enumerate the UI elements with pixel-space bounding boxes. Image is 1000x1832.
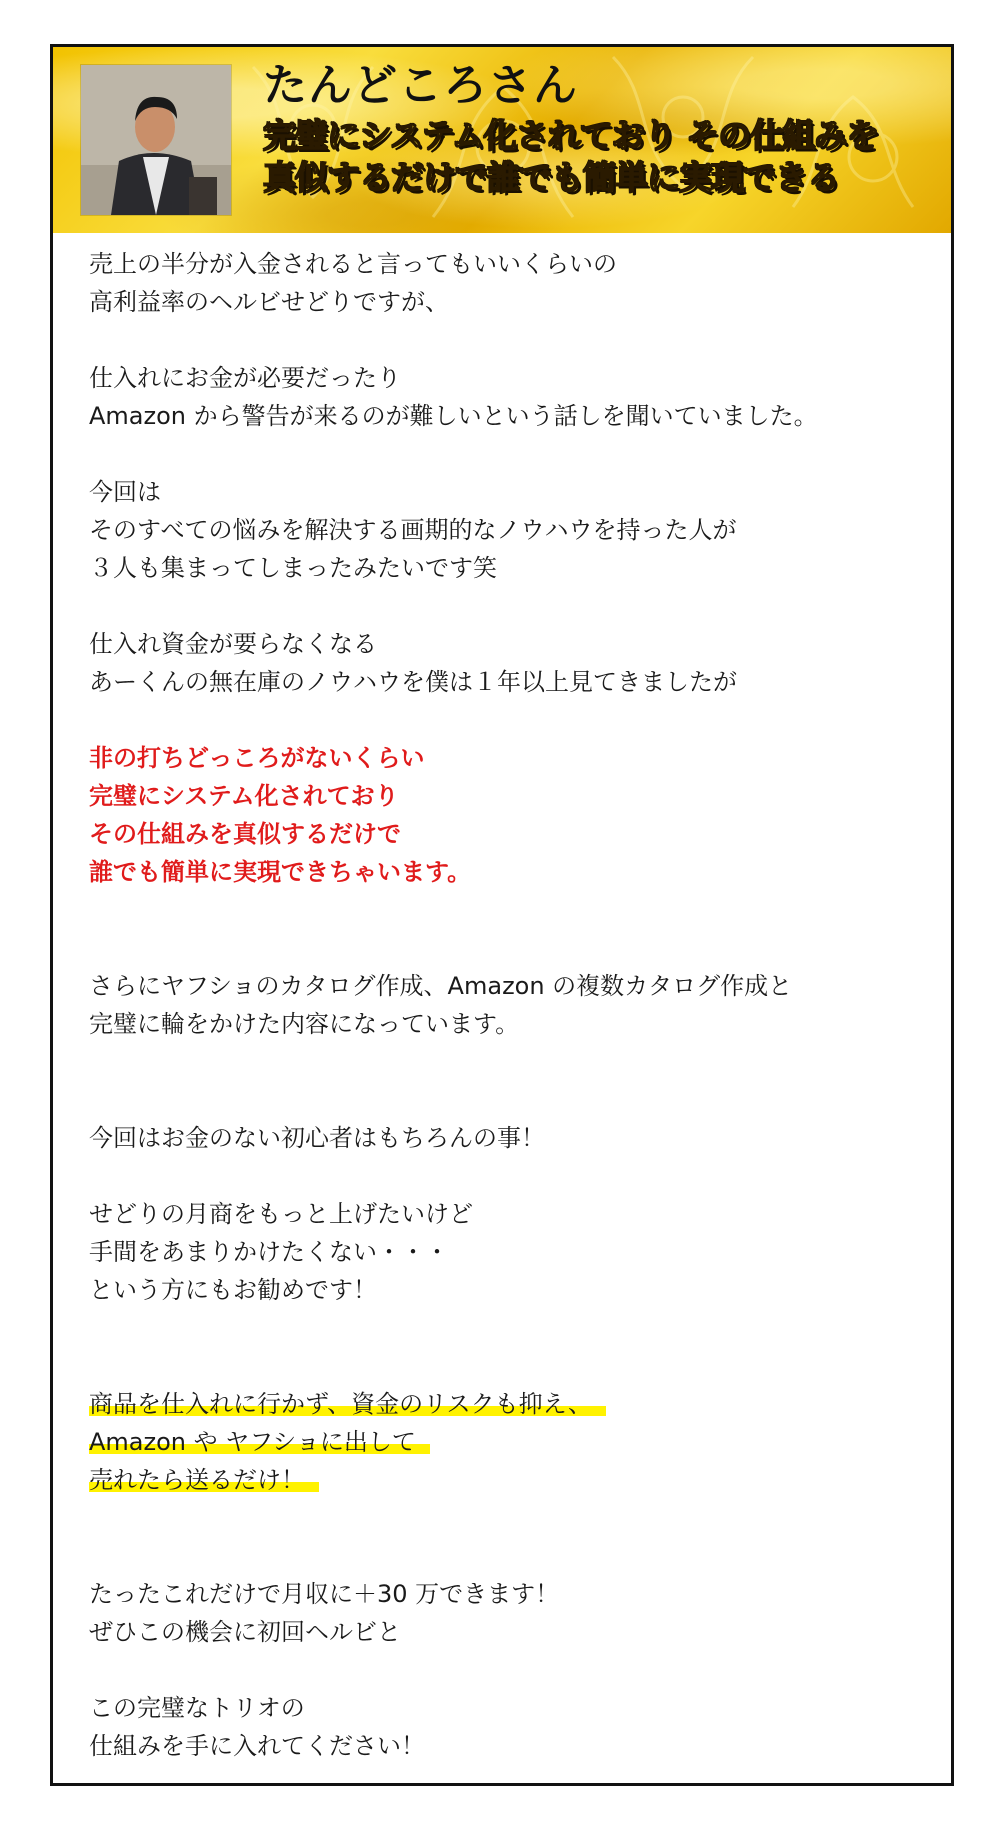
text-line: たったこれだけで月収に＋30 万できます！ [89,1580,560,1608]
paragraph-beginners [89,1119,915,1157]
red-text-line: 非の打ちどっころがないくらい [89,744,425,772]
highlight-line-wrap [89,1461,915,1499]
text-line: 仕組みを手に入れてください！ [89,1732,425,1760]
text-line: という方にもお勧めです！ [89,1276,377,1304]
paragraph-recommend [89,1195,915,1309]
speaker-photo [81,65,231,215]
article-body [53,233,951,1765]
red-text-line: その仕組みを真似するだけで [89,820,401,848]
content-card [50,44,954,1786]
text-line: 今回はお金のない初心者はもちろんの事！ [89,1124,545,1152]
text-line: 手間をあまりかけたくない・・・ [89,1238,449,1266]
text-line: あーくんの無在庫のノウハウを僕は１年以上見てきましたが [89,668,737,696]
header-text [263,57,943,199]
highlighted-text: 商品を仕入れに行かず、資金のリスクも抑え、 [89,1390,606,1418]
paragraph-no-inventory [89,625,915,701]
text-line: ３人も集まってしまったみたいです笑 [89,554,497,582]
headline-line-2: 真似するだけで誰でも簡単に実現できる [263,158,839,197]
person-photo-icon [81,65,231,215]
paragraph-this-time [89,473,915,587]
speaker-name: たんどころさん [263,60,578,111]
paragraph-emphasis-red [89,739,915,891]
text-line: さらにヤフショのカタログ作成、Amazon の複数カタログ作成と [89,972,793,1000]
highlight-line-wrap [89,1385,915,1423]
text-line: この完璧なトリオの [89,1694,305,1722]
speaker-header [53,47,951,233]
text-line: 仕入れにお金が必要だったり [89,364,401,392]
highlighted-text: 売れたら送るだけ！ [89,1466,319,1494]
headline-line-1: 完璧にシステム化されており その仕組みを [263,116,879,155]
paragraph-problem [89,359,915,435]
paragraph-highlight [89,1385,915,1499]
text-line: Amazon から警告が来るのが難しいという話しを聞いていました。 [89,402,818,430]
highlight-line-wrap [89,1423,915,1461]
text-line: せどりの月商をもっと上げたいけど [89,1200,473,1228]
paragraph-closing [89,1689,915,1765]
text-line: 仕入れ資金が要らなくなる [89,630,377,658]
text-line: 今回は [89,478,161,506]
red-text-line: 誰でも簡単に実現できちゃいます。 [89,858,472,886]
paragraph-catalog [89,967,915,1043]
text-line: 完璧に輪をかけた内容になっています。 [89,1010,520,1038]
red-text-line: 完璧にシステム化されており [89,782,399,810]
paragraph-intro [89,245,915,321]
paragraph-income [89,1575,915,1651]
text-line: そのすべての悩みを解決する画期的なノウハウを持った人が [89,516,737,544]
text-line: ぜひこの機会に初回ヘルビと [89,1618,401,1646]
highlighted-text: Amazon や ヤフショに出して [89,1428,430,1456]
text-line: 高利益率のヘルビせどりですが、 [89,288,449,316]
text-line: 売上の半分が入金されると言ってもいいくらいの [89,250,617,278]
